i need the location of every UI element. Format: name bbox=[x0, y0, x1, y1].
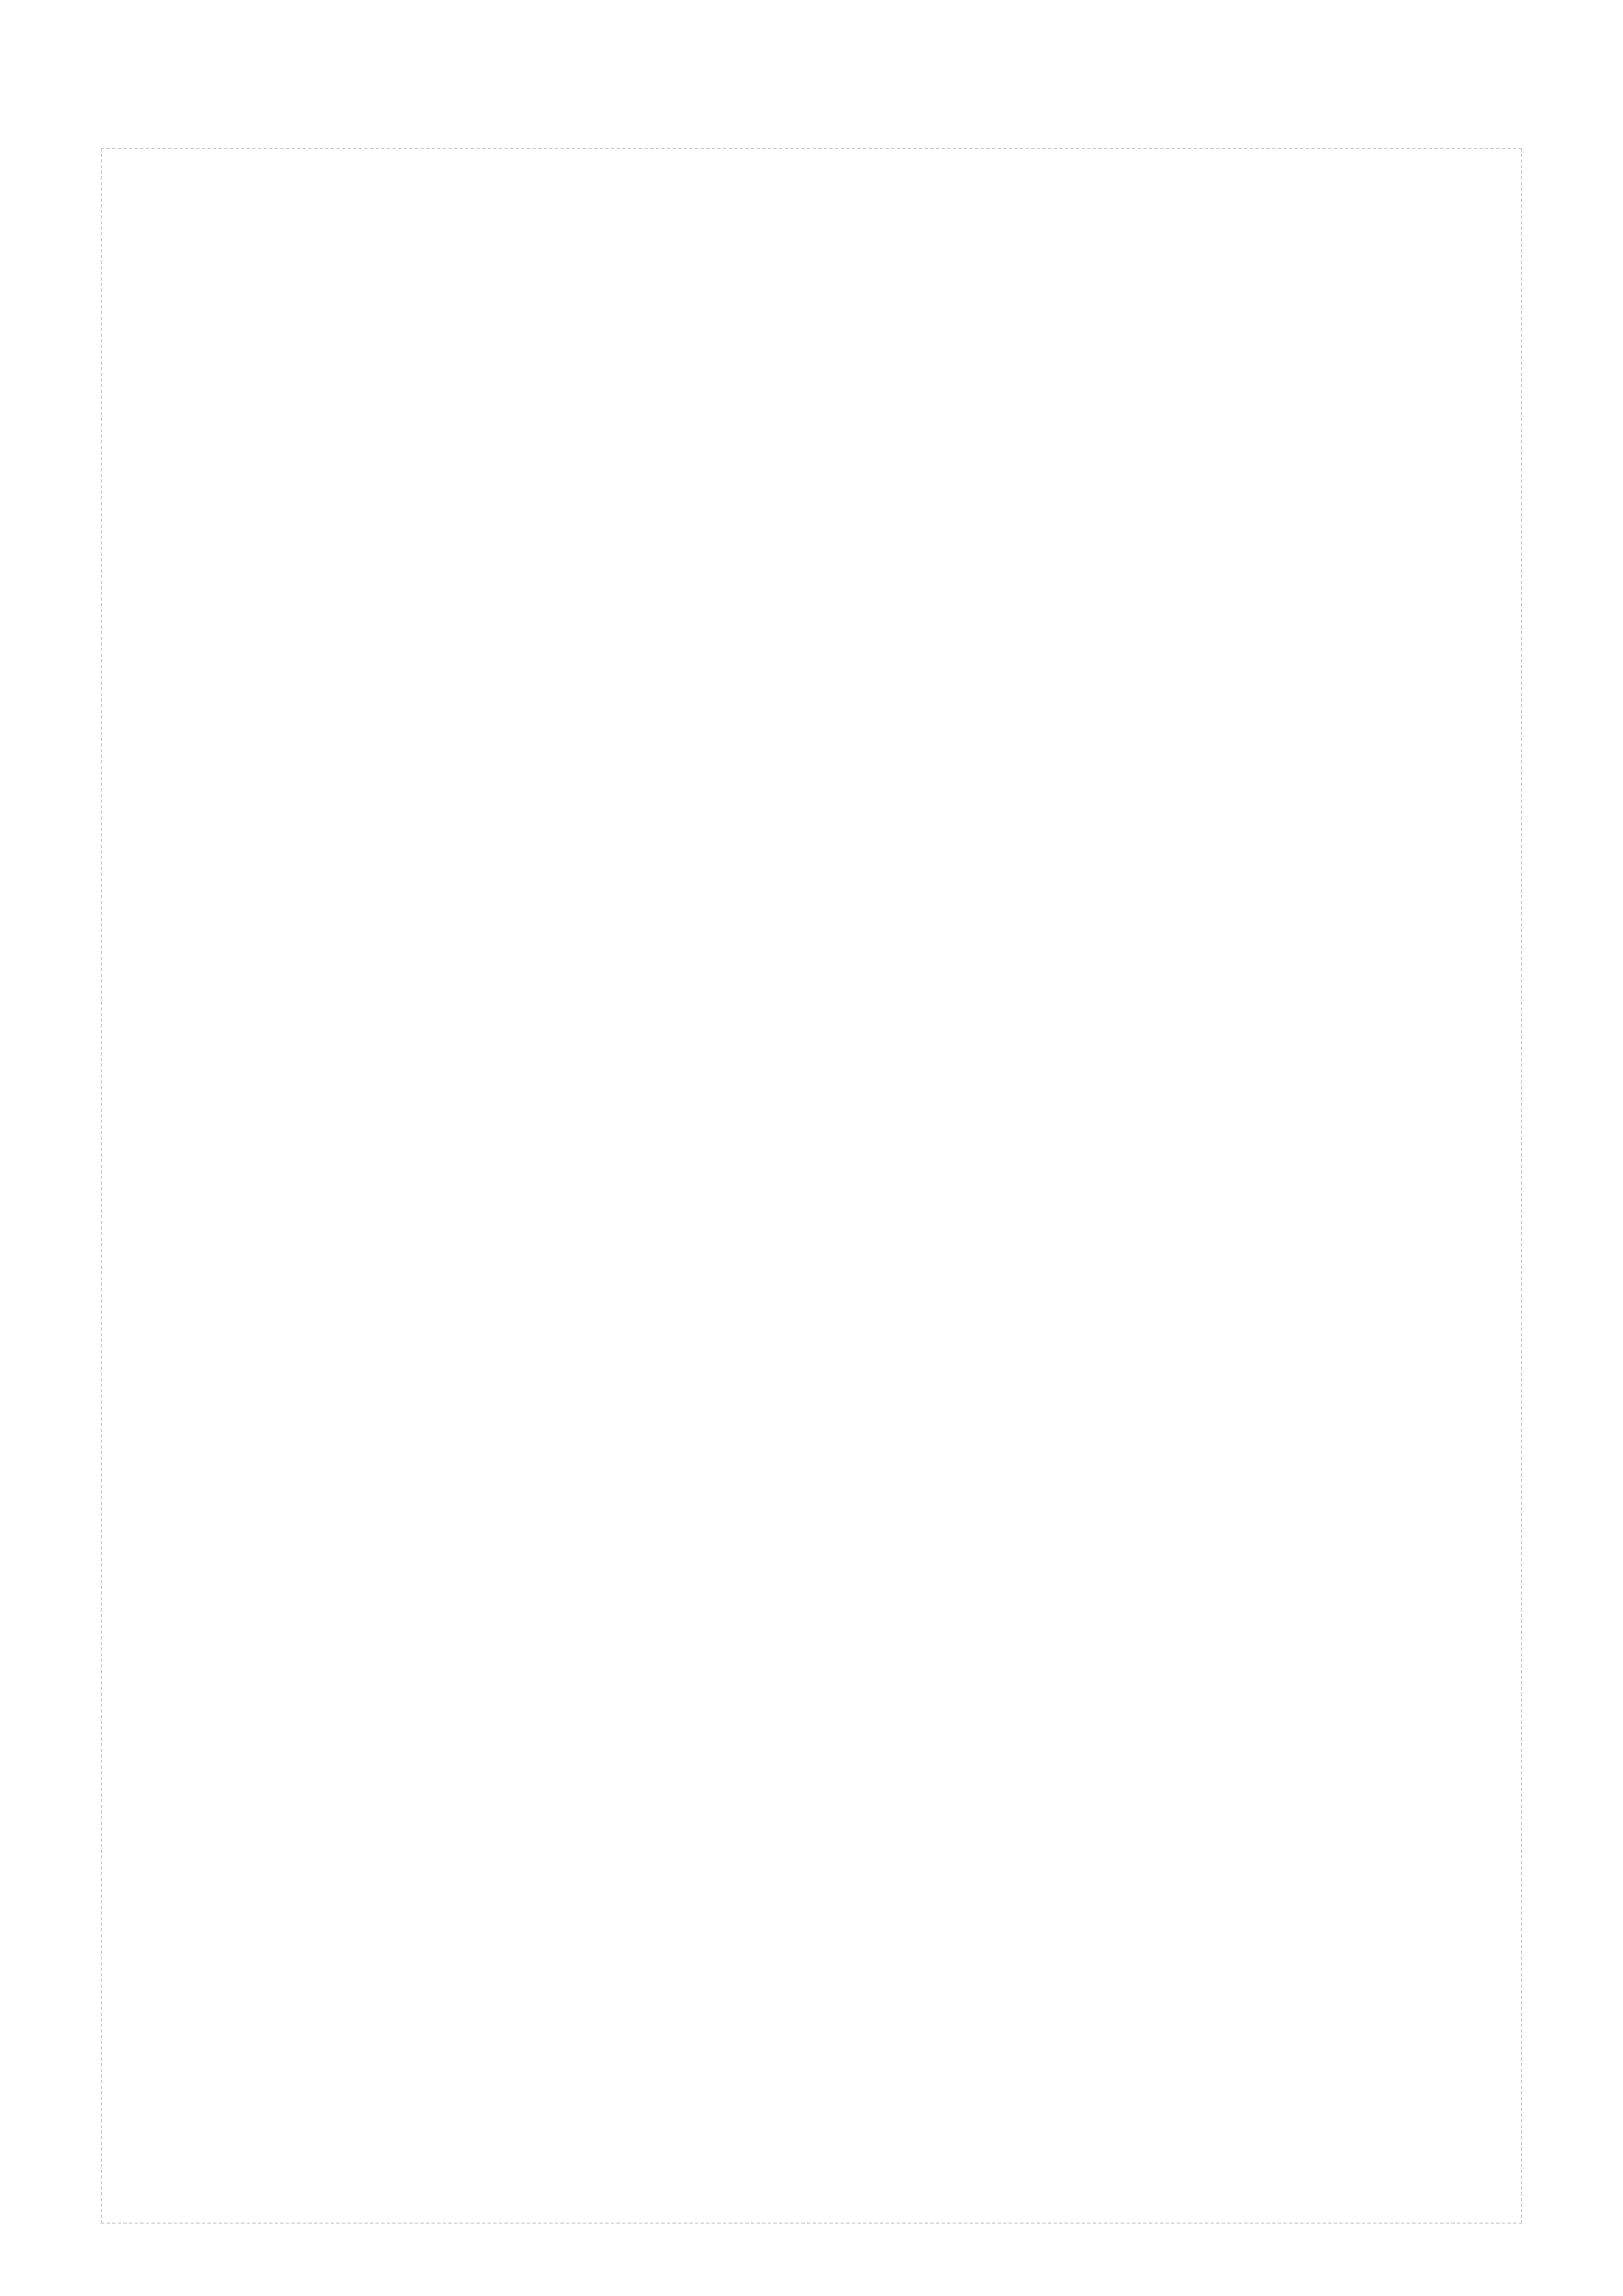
page-title bbox=[101, 90, 1522, 126]
content-area bbox=[101, 148, 1522, 2224]
